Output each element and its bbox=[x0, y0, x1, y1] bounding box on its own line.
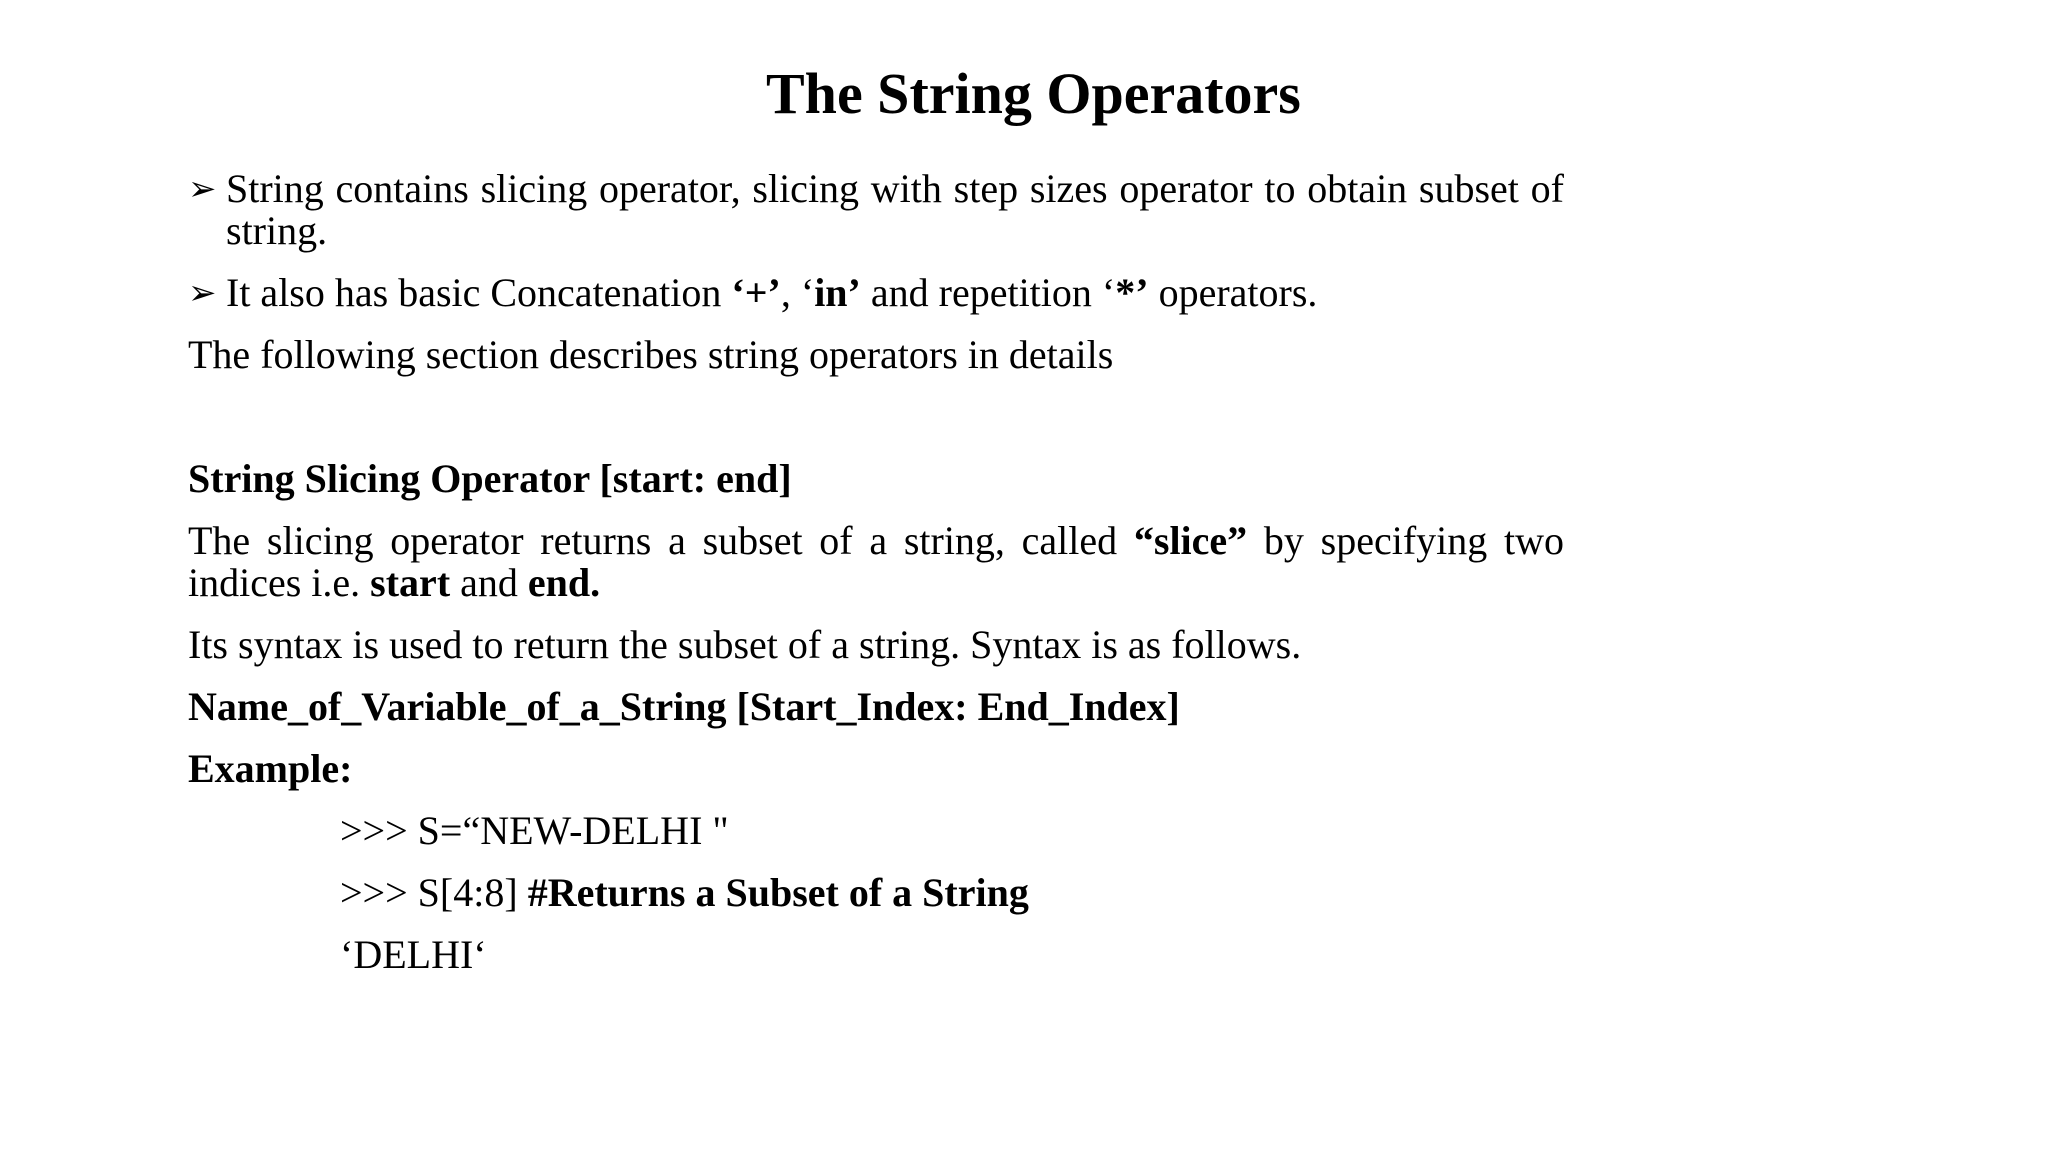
slide-content bbox=[188, 168, 1564, 976]
bullet-text-before: It also has basic Concatenation bbox=[226, 270, 732, 315]
star-operator: *’ bbox=[1115, 270, 1149, 315]
arrow-bullet-icon: ➢ bbox=[188, 169, 217, 209]
slide-title: The String Operators bbox=[766, 61, 1301, 126]
slice-desc-middle: by specifying two indices i.e. bbox=[188, 518, 1564, 605]
start-word: start bbox=[370, 560, 451, 605]
example-slice-code: >>> S[4:8] bbox=[340, 870, 528, 915]
syntax-line: Name_of_Variable_of_a_String [Start_Index: End_Index] bbox=[188, 684, 1180, 729]
bullet-text: String contains slicing operator, slicing with step sizes operator to obtain subset of string. bbox=[226, 166, 1564, 253]
bullet-text-after: operators. bbox=[1148, 270, 1318, 315]
section-heading: String Slicing Operator [start: end] bbox=[188, 456, 792, 501]
syntax-intro: Its syntax is used to return the subset of a string. Syntax is as follows. bbox=[188, 622, 1302, 667]
in-operator: in’ bbox=[814, 270, 861, 315]
example-line-output: ‘DELHI‘ bbox=[340, 932, 487, 977]
slice-word: “slice” bbox=[1133, 518, 1248, 563]
bullet-item-operators bbox=[188, 272, 1564, 314]
example-line-slice bbox=[188, 872, 1564, 914]
example-line-assign: >>> S=“NEW-DELHI " bbox=[340, 808, 729, 853]
bullet-text-mid: and repetition ‘ bbox=[860, 270, 1116, 315]
slice-desc-and: and bbox=[450, 560, 528, 605]
example-label: Example: bbox=[188, 746, 353, 791]
slice-desc-before: The slicing operator returns a subset of a string, called bbox=[188, 518, 1134, 563]
plus-operator: ‘+’ bbox=[731, 270, 781, 315]
bullet-text-sep: , ‘ bbox=[780, 270, 815, 315]
end-word: end. bbox=[527, 560, 601, 605]
arrow-bullet-icon: ➢ bbox=[188, 273, 217, 313]
slice-description bbox=[188, 520, 1564, 604]
intro-text: The following section describes string operators in details bbox=[188, 332, 1114, 377]
bullet-item-slicing bbox=[188, 168, 1564, 252]
example-slice-comment: #Returns a Subset of a String bbox=[527, 870, 1029, 915]
